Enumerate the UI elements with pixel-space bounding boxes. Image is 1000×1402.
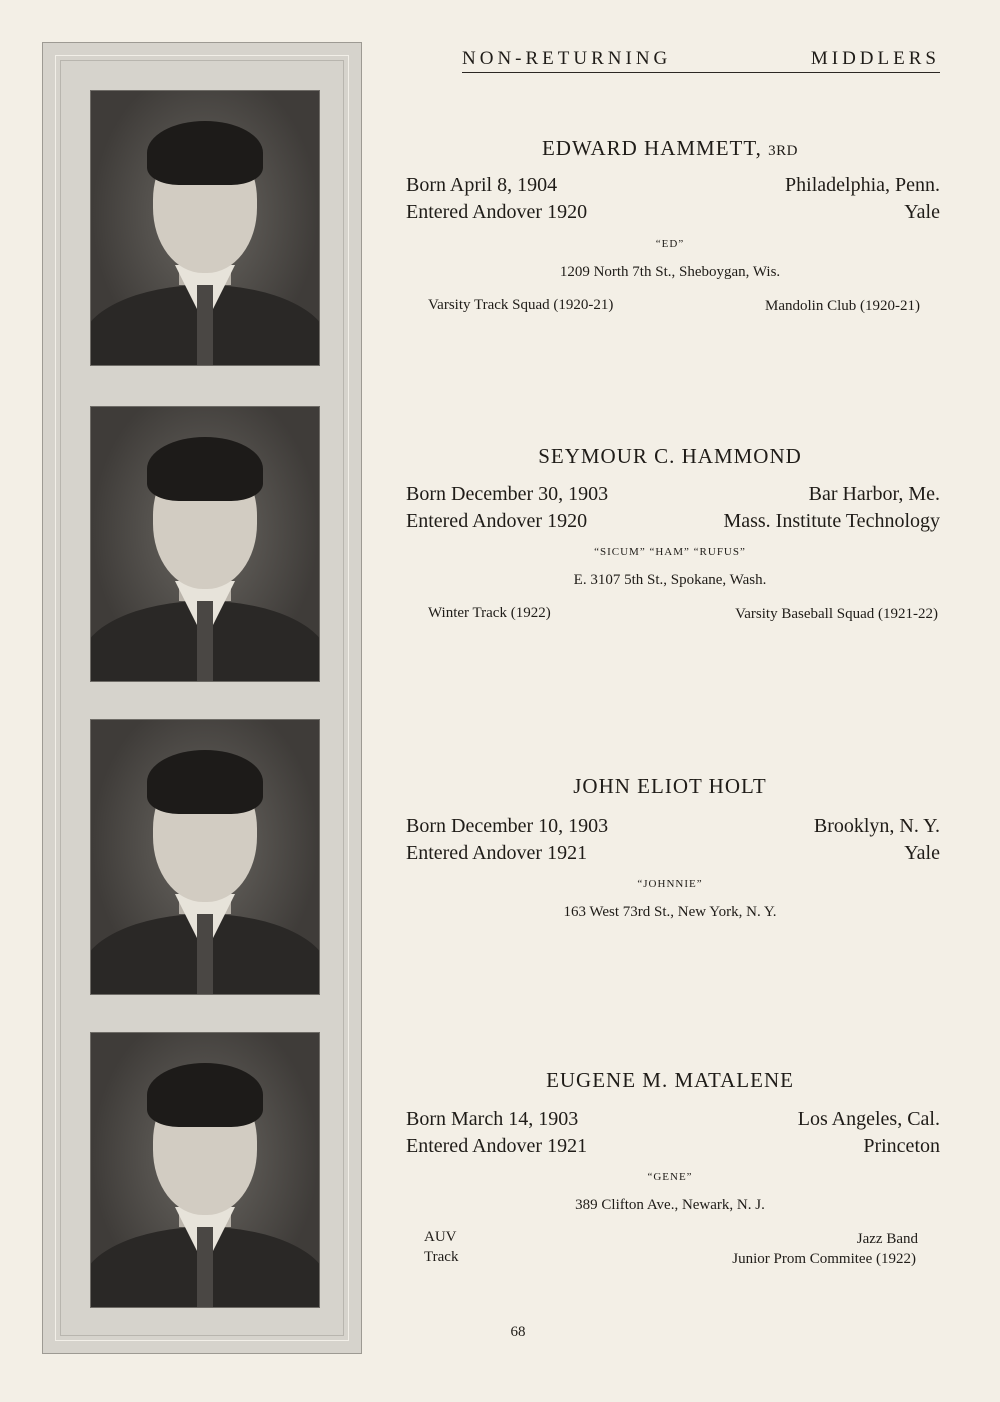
entered-year: Entered Andover 1920 — [406, 201, 588, 223]
nicknames: “ED” — [655, 238, 685, 250]
address: 163 West 73rd St., New York, N. Y. — [563, 904, 777, 920]
hometown: Brooklyn, N. Y. — [813, 815, 940, 837]
portrait-matalene — [91, 1033, 319, 1307]
portrait-holt — [91, 720, 319, 994]
activity-right: Junior Prom Commitee (1922) — [732, 1251, 916, 1267]
hometown: Bar Harbor, Me. — [808, 483, 940, 505]
portrait-hammond — [91, 407, 319, 681]
born-date: Born December 30, 1903 — [406, 483, 609, 505]
activity-left: Winter Track (1922) — [428, 605, 551, 621]
hometown: Philadelphia, Penn. — [785, 174, 940, 196]
page-header: NON-RETURNING MIDDLERS — [462, 48, 940, 73]
entered-year: Entered Andover 1920 — [406, 510, 588, 532]
entered-year: Entered Andover 1921 — [406, 1135, 588, 1157]
college: Yale — [904, 201, 940, 223]
student-name — [390, 774, 950, 799]
college: Yale — [904, 842, 940, 864]
activity-right: Jazz Band — [856, 1231, 918, 1247]
address: E. 3107 5th St., Spokane, Wash. — [573, 572, 767, 588]
nicknames: “JOHNNIE” — [637, 878, 703, 890]
student-name-suffix: 3RD — [768, 143, 799, 159]
nicknames: “GENE” — [647, 1171, 693, 1183]
college: Mass. Institute Technology — [723, 510, 940, 532]
entered-year: Entered Andover 1921 — [406, 842, 588, 864]
student-name — [390, 1068, 950, 1093]
student-name-text: EUGENE M. MATALENE — [546, 1068, 794, 1092]
nicknames: “SICUM” “HAM” “RUFUS” — [594, 546, 746, 558]
activity-right: Varsity Baseball Squad (1921-22) — [735, 606, 938, 622]
student-name — [390, 444, 950, 469]
activity-left: Varsity Track Squad (1920-21) — [428, 297, 614, 313]
student-name-text: JOHN ELIOT HOLT — [573, 774, 767, 798]
born-date: Born December 10, 1903 — [406, 815, 609, 837]
activity-right: Mandolin Club (1920-21) — [765, 298, 920, 314]
college: Princeton — [863, 1135, 940, 1157]
photo-strip — [42, 42, 362, 1354]
student-name-text: SEYMOUR C. HAMMOND — [538, 444, 802, 468]
address: 389 Clifton Ave., Newark, N. J. — [575, 1197, 765, 1213]
address: 1209 North 7th St., Sheboygan, Wis. — [559, 264, 781, 280]
activity-left: Track — [424, 1249, 459, 1265]
born-date: Born March 14, 1903 — [406, 1108, 579, 1130]
portrait-hammett — [91, 91, 319, 365]
student-name — [390, 136, 950, 161]
activity-left: AUV — [424, 1229, 457, 1245]
student-name-text: EDWARD HAMMETT, — [541, 136, 762, 160]
born-date: Born April 8, 1904 — [406, 174, 558, 196]
page-number: 68 — [510, 1324, 526, 1340]
hometown: Los Angeles, Cal. — [797, 1108, 940, 1130]
